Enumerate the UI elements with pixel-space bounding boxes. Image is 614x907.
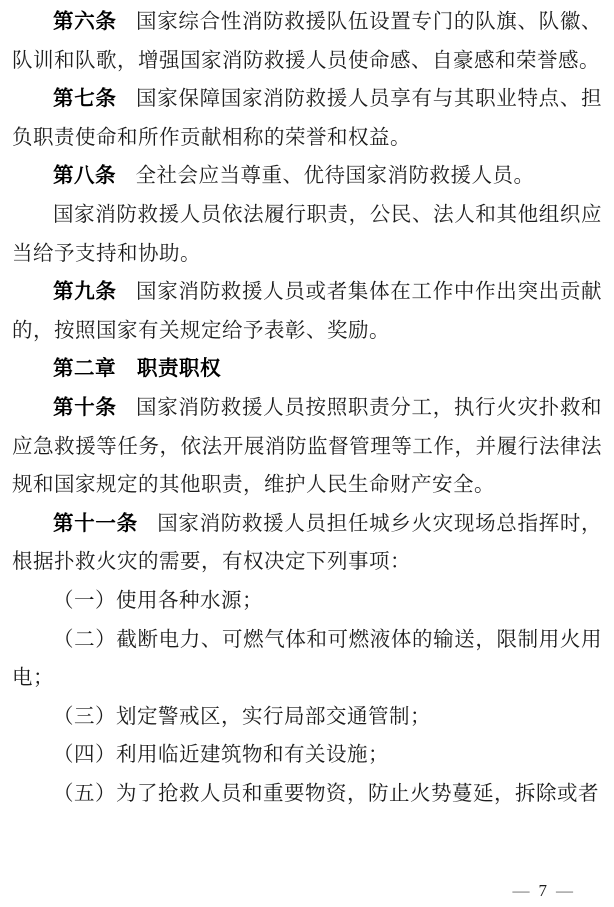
chapter-heading: 第二章 职责职权 (53, 358, 221, 381)
list-item-2 (12, 621, 602, 698)
list-item-4 (12, 736, 602, 775)
paragraph-article-7 (12, 80, 602, 157)
paragraph-text: （三）划定警戒区，实行局部交通管制； (53, 705, 431, 728)
paragraph-article-11 (12, 505, 602, 582)
list-item-1 (12, 582, 602, 621)
paragraph-text: 国家消防救援人员依法履行职责，公民、法人和其他组织应当给予支持和协助。 (12, 203, 602, 265)
paragraph-article-9 (12, 273, 602, 350)
paragraph-text: （一）使用各种水源； (53, 589, 263, 612)
article-label: 第十条 (53, 395, 117, 419)
paragraph-text: 全社会应当尊重、优待国家消防救援人员。 (135, 165, 535, 188)
paragraph-text: 国家消防救援人员担任城乡火灾现场总指挥时，根据扑救火灾的需要，有权决定下列事项： (12, 512, 603, 574)
article-label: 第十一条 (53, 511, 138, 535)
paragraph-text: 国家保障国家消防救援人员享有与其职业特点、担负职责使命和所作贡献相称的荣誉和权益。 (12, 88, 603, 149)
paragraph-text: 国家消防救援人员按照职责分工，执行火灾扑救和应急救援等任务，依法开展消防监督管理等工作，并履行法律法规和国家规定的其他职责，维护人民生命财产安全。 (12, 396, 603, 497)
paragraph-article-8-cont (12, 196, 602, 273)
article-label: 第七条 (53, 87, 117, 111)
page-number: 7 (538, 881, 547, 900)
list-item-3 (12, 698, 602, 737)
paragraph-article-8 (12, 157, 602, 196)
paragraph-text: （二）截断电力、可燃气体和可燃液体的输送，限制用火用电； (12, 628, 602, 690)
article-label: 第八条 (53, 164, 116, 188)
paragraph-text: （四）利用临近建筑物和有关设施； (53, 744, 389, 767)
document-body (12, 3, 602, 813)
paragraph-text: 国家综合性消防救援队伍设置专门的队旗、队徽、队训和队歌，增强国家消防救援人员使命感、自豪感和荣誉感。 (12, 11, 603, 72)
paragraph-text: （五）为了抢救人员和重要物资，防止火势蔓延，拆除或者 (53, 782, 599, 805)
paragraph-article-6 (12, 3, 602, 80)
article-label: 第六条 (53, 10, 117, 33)
page-footer (504, 882, 583, 899)
paragraph-text: 国家消防救援人员或者集体在工作中作出突出贡献的，按照国家有关规定给予表彰、奖励。 (12, 281, 603, 342)
list-item-5 (12, 775, 602, 814)
footer-dash-right: — (556, 881, 573, 900)
footer-dash-left: — (512, 881, 530, 900)
paragraph-article-10 (12, 389, 602, 505)
article-label: 第九条 (53, 280, 117, 304)
